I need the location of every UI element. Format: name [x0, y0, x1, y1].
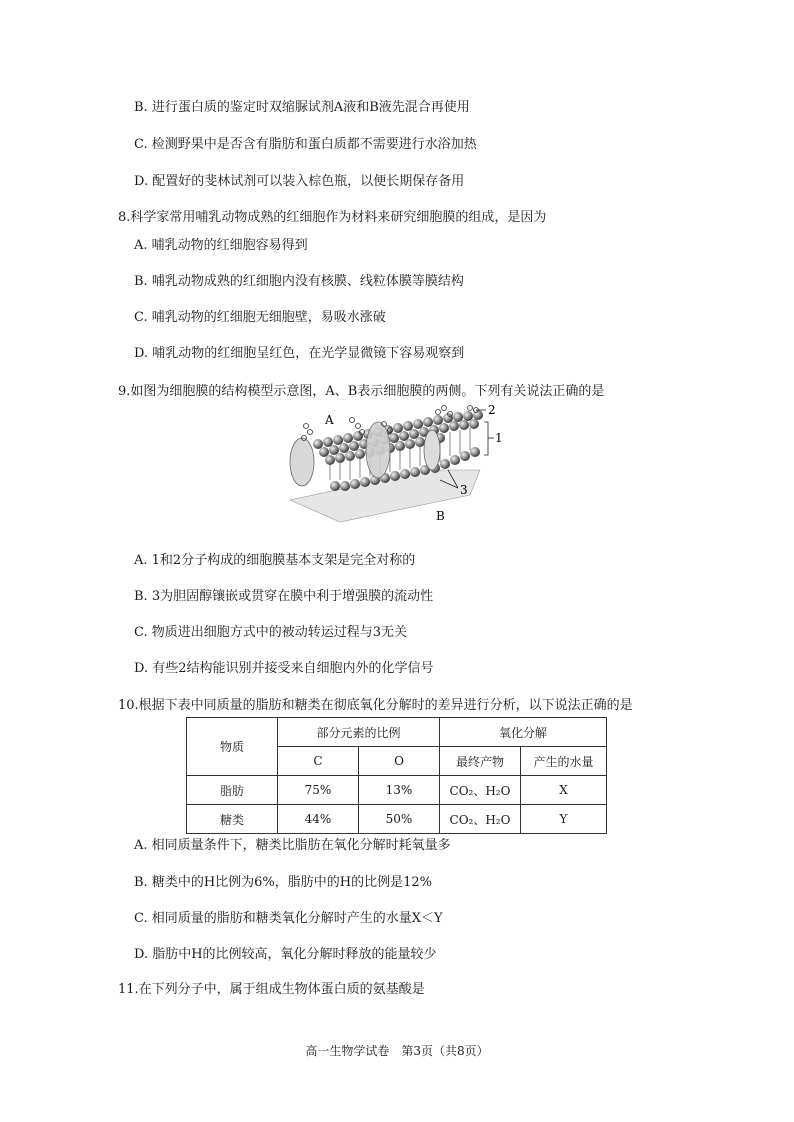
- row-name: 脂肪: [187, 776, 278, 805]
- row-product: CO₂、H₂O: [440, 805, 521, 834]
- q8-option-a: A. 哺乳动物的红细胞容易得到: [134, 238, 308, 253]
- cell-membrane-figure: [280, 400, 510, 530]
- q10-stem: 10.根据下表中同质量的脂肪和糖类在彻底氧化分解时的差异进行分析，以下说法正确的是: [118, 698, 633, 713]
- figure-label-b: B: [436, 509, 445, 523]
- row-product: CO₂、H₂O: [440, 776, 521, 805]
- q9-option-a: A. 1和2分子构成的细胞膜基本支架是完全对称的: [134, 553, 416, 568]
- q8-option-d: D. 哺乳动物的红细胞呈红色，在光学显微镜下容易观察到: [134, 346, 465, 361]
- figure-label-3: 3: [460, 483, 468, 497]
- figure-label-a: A: [325, 413, 334, 427]
- header-final-product: 最终产物: [440, 747, 521, 776]
- header-water-amount: 产生的水量: [521, 747, 607, 776]
- row-c: 44%: [278, 805, 359, 834]
- row-water: X: [521, 776, 607, 805]
- q10-option-b: B. 糖类中的H比例为6%，脂肪中的H的比例是12%: [134, 875, 433, 890]
- q11-stem: 11.在下列分子中，属于组成生物体蛋白质的氨基酸是: [118, 982, 425, 997]
- row-name: 糖类: [187, 805, 278, 834]
- header-o: O: [359, 747, 440, 776]
- q9-option-b: B. 3为胆固醇镶嵌或贯穿在膜中利于增强膜的流动性: [134, 589, 434, 604]
- q9-option-c: C. 物质进出细胞方式中的被动转运过程与3无关: [134, 625, 408, 640]
- q10-option-a: A. 相同质量条件下，糖类比脂肪在氧化分解时耗氧量多: [134, 838, 451, 853]
- header-oxidation: 氧化分解: [440, 718, 607, 747]
- row-water: Y: [521, 805, 607, 834]
- table-row: [187, 776, 607, 805]
- q9-option-d: D. 有些2结构能识别并接受来自细胞内外的化学信号: [134, 661, 434, 676]
- figure-label-1: 1: [495, 431, 503, 445]
- figure-label-2: 2: [488, 403, 496, 417]
- q8-stem: 8.科学家常用哺乳动物成熟的红细胞作为材料来研究细胞膜的组成，是因为: [118, 210, 547, 225]
- q8-option-b: B. 哺乳动物成熟的红细胞内没有核膜、线粒体膜等膜结构: [134, 274, 464, 289]
- header-element-ratio: 部分元素的比例: [278, 718, 440, 747]
- header-c: C: [278, 747, 359, 776]
- row-o: 50%: [359, 805, 440, 834]
- row-c: 75%: [278, 776, 359, 805]
- fat-sugar-table: [186, 717, 607, 834]
- q7-option-c: C. 检测野果中是否含有脂肪和蛋白质都不需要进行水浴加热: [134, 137, 477, 152]
- row-o: 13%: [359, 776, 440, 805]
- q10-option-d: D. 脂肪中H的比例较高，氧化分解时释放的能量较少: [134, 947, 437, 962]
- q10-option-c: C. 相同质量的脂肪和糖类氧化分解时产生的水量X＜Y: [134, 911, 443, 926]
- page-footer: 高一生物学试卷 第3页（共8页）: [305, 1044, 489, 1058]
- q7-option-d: D. 配置好的斐林试剂可以装入棕色瓶，以便长期保存备用: [134, 174, 465, 189]
- header-substance: 物质: [187, 718, 278, 776]
- q7-option-b: B. 进行蛋白质的鉴定时双缩脲试剂A液和B液先混合再使用: [134, 100, 470, 115]
- table-row: [187, 805, 607, 834]
- q9-stem: 9.如图为细胞膜的结构模型示意图，A、B表示细胞膜的两侧。下列有关说法正确的是: [118, 384, 605, 399]
- q8-option-c: C. 哺乳动物的红细胞无细胞壁，易吸水涨破: [134, 310, 386, 325]
